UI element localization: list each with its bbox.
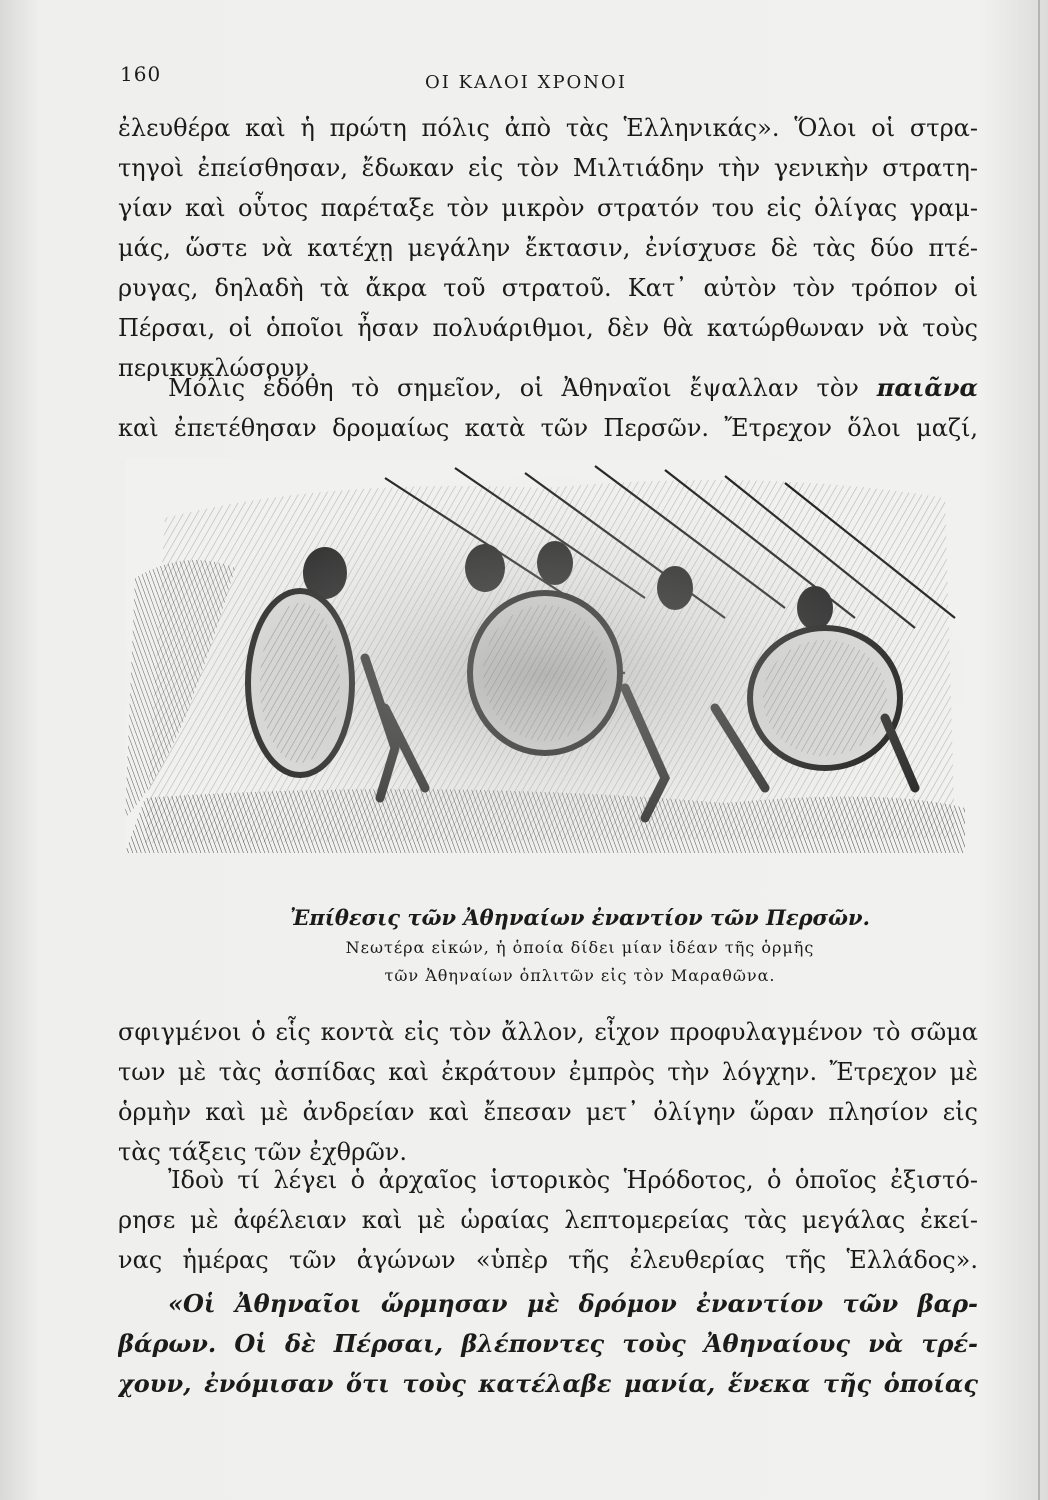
text-line: ἐλευθέρα καὶ ἡ πρώτη πόλις ἀπὸ τὰς Ἑλληνικάς». Ὅλοι οἱ στρα-	[118, 114, 978, 142]
quote-line: βάρων. Οἱ δὲ Πέρσαι, βλέποντες τοὺς Ἀθηναίους νὰ τρέ-	[118, 1329, 978, 1358]
caption-line: Νεωτέρα εἰκών, ἡ ὁποία δίδει μίαν ἰδέαν τῆς ὁρμῆς	[345, 938, 815, 957]
paragraph-2	[118, 368, 978, 448]
page-number: 160	[120, 62, 162, 86]
paragraph-1	[118, 108, 978, 388]
text-line: περικυκλώσουν.	[118, 354, 317, 382]
text-line: γίαν καὶ οὗτος παρέταξε τὸν μικρὸν στρατόν του εἰς ὀλίγας γραμ-	[118, 194, 978, 222]
text-line: ρησε μὲ ἀφέλειαν καὶ μὲ ὡραίας λεπτομερείας τὰς μεγάλας ἐκεί-	[118, 1206, 978, 1234]
quote-line: χουν, ἐνόμισαν ὅτι τοὺς κατέλαβε μανία, ἕνεκα τῆς ὁποίας	[118, 1369, 978, 1398]
running-title: ΟΙ ΚΑΛΟΙ ΧΡΟΝΟΙ	[425, 72, 627, 93]
herodotus-quote	[118, 1284, 978, 1404]
text-line	[118, 368, 978, 408]
caption-title: Ἐπίθεσις τῶν Ἀθηναίων ἐναντίον τῶν Περσῶν.	[290, 905, 870, 930]
page-edge	[1038, 0, 1040, 1500]
text-line: ὁρμὴν καὶ μὲ ἀνδρείαν καὶ ἔπεσαν μετ᾽ ὀλίγην ὥραν πλησίον εἰς	[118, 1098, 978, 1126]
text-line: σφιγμένοι ὁ εἷς κοντὰ εἰς τὸν ἄλλον, εἶχον προφυλαγμένον τὸ σῶμα	[118, 1018, 978, 1046]
text-line: ρυγας, δηλαδὴ τὰ ἄκρα τοῦ στρατοῦ. Κατ᾽ αὐτὸν τὸν τρόπον οἱ	[118, 274, 978, 302]
caption-line: τῶν Ἀθηναίων ὁπλιτῶν εἰς τὸν Μαραθῶνα.	[384, 966, 776, 985]
paragraph-3	[118, 1012, 978, 1172]
text-line: τὰς τάξεις τῶν ἐχθρῶν.	[118, 1138, 408, 1166]
text-line: τηγοὶ ἐπείσθησαν, ἔδωκαν εἰς τὸν Μιλτιάδην τὴν γενικὴν στρατη-	[118, 154, 978, 182]
battle-engraving	[125, 458, 965, 853]
engraving-illustration	[125, 458, 965, 853]
figure-caption	[200, 902, 960, 990]
emphasized-word: παιᾶνα	[876, 373, 978, 402]
text-line: Ἰδοὺ τί λέγει ὁ ἀρχαῖος ἱστορικὸς Ἡρόδοτος, ὁ ὁποῖος ἐξιστό-	[168, 1166, 978, 1194]
text-segment: Μόλις ἐδόθη τὸ σημεῖον, οἱ Ἀθηναῖοι ἔψαλλαν τὸν	[168, 374, 859, 402]
text-line: νας ἡμέρας τῶν ἀγώνων «ὑπὲρ τῆς ἐλευθερίας τῆς Ἑλλάδος».	[118, 1246, 978, 1274]
quote-line: «Οἱ Ἀθηναῖοι ὥρμησαν μὲ δρόμον ἐναντίον τῶν βαρ-	[168, 1289, 978, 1318]
paragraph-4	[118, 1160, 978, 1280]
text-line: μάς, ὥστε νὰ κατέχῃ μεγάλην ἔκτασιν, ἐνίσχυσε δὲ τὰς δύο πτέ-	[118, 234, 978, 262]
text-line: καὶ ἐπετέθησαν δρομαίως κατὰ τῶν Περσῶν. Ἔτρεχον ὅλοι μαζί,	[118, 414, 978, 442]
text-line: Πέρσαι, οἱ ὁποῖοι ἦσαν πολυάριθμοι, δὲν θὰ κατώρθωναν νὰ τοὺς	[118, 314, 978, 342]
text-line: των μὲ τὰς ἀσπίδας καὶ ἐκράτουν ἐμπρὸς τὴν λόγχην. Ἔτρεχον μὲ	[118, 1058, 978, 1086]
